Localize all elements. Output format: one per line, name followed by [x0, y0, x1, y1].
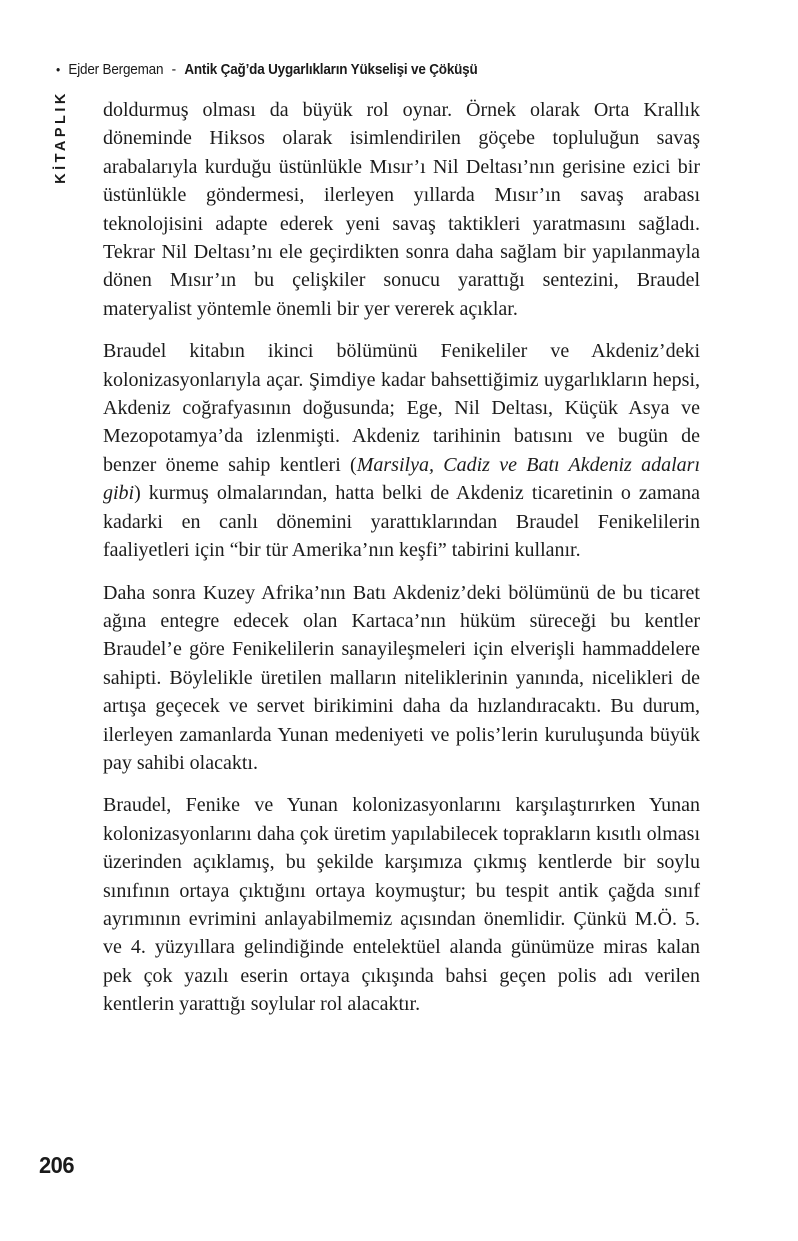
running-header: [56, 62, 478, 78]
page-body: [103, 96, 700, 1033]
bullet-icon: •: [56, 61, 61, 77]
header-separator: -: [171, 62, 176, 78]
paragraph-2-post: ) kurmuş olmalarından, hatta belki de Akdeniz ticaretinin o zamana kadarki en canlı dönemini yarattıklarından Braudel Fenikelilerin faaliyetleri için “bir tür Amerika’nın keşfi” tabirini kullanır.: [103, 482, 700, 562]
paragraph-2-pre: Braudel kitabın ikinci bölümünü Fenikeliler ve Akdeniz’deki kolonizasyonlarıyla açar. Şimdiye kadar bahsettiğimiz uygarlıkların hepsi, Akdeniz coğrafyasının doğusunda; Ege, Nil Deltası, Küçük Asya ve Mezopotamya’da izlenmişti. Akdeniz tarihinin batısını ve bugün de benzer öneme sahip kentleri (: [103, 340, 700, 476]
paragraph-2-italic: Marsilya, Cadiz ve Batı Akdeniz adaları gibi: [103, 453, 701, 505]
series-label-vertical: KİTAPLIK: [53, 90, 69, 184]
page-number: 206: [39, 1152, 75, 1178]
header-author: Ejder Bergeman: [68, 62, 164, 78]
header-book-title: Antik Çağ’da Uygarlıkların Yükselişi ve Çöküşü: [184, 62, 478, 78]
paragraph-4: Braudel, Fenike ve Yunan kolonizasyonlarını karşılaştırırken Yunan kolonizasyonlarını daha çok üretim yapılabilecek toprakların kısıtlı olması üzerinden açıklamış, bu şekilde karşımıza çıkmış kentlerde bir soylu sınıfının ortaya çıktığını ortaya koymuştur; bu tespit antik çağda sınıf ayrımının evrimini anlayabilmemiz açısından önemlidir. Çünkü M.Ö. 5. ve 4. yüzyıllara gelindiğinde entelektüel alanda günümüze miras kalan pek çok yazılı eserin ortaya çıkışında bahsi geçen polis adı verilen kentlerin yarattığı soylular rol alacaktır.: [103, 794, 700, 1016]
paragraph-3: Daha sonra Kuzey Afrika’nın Batı Akdeniz’deki bölümünü de bu ticaret ağına entegre edecek olan Kartaca’nın hüküm süreceği bu kentler Braudel’e göre Fenikelilerin sanayileşmeleri için elverişli hammaddelere sahipti. Böylelikle üretilen malların niteliklerinin yanında, nicelikleri de artışa geçecek ve servet birikimini daha da hızlandıracaktı. Bu durum, ilerleyen zamanlarda Yunan medeniyeti ve polis’lerin kuruluşunda büyük pay sahibi olacaktı.: [103, 581, 700, 774]
paragraph-2: [103, 337, 700, 564]
paragraph-1: doldurmuş olması da büyük rol oynar. Örnek olarak Orta Krallık döneminde Hiksos olarak isimlendirilen göçebe topluluğun savaş arabalarıyla kurduğu üstünlükle Mısır’ı Nil Deltası’nın gerisine ezici bir üstünlükle göndermesi, ilerleyen yıllarda Mısır’ın savaş arabası teknolojisini adapte ederek yeni savaş taktikleri yaratmasını sağladı. Tekrar Nil Deltası’nı ele geçirdikten sonra daha sağlam bir yapılanmayla dönen Mısır’ın bu çelişkiler sonucu yarattığı sentezini, Braudel materyalist yöntemle önemli bir yer vererek açıklar.: [103, 99, 700, 320]
